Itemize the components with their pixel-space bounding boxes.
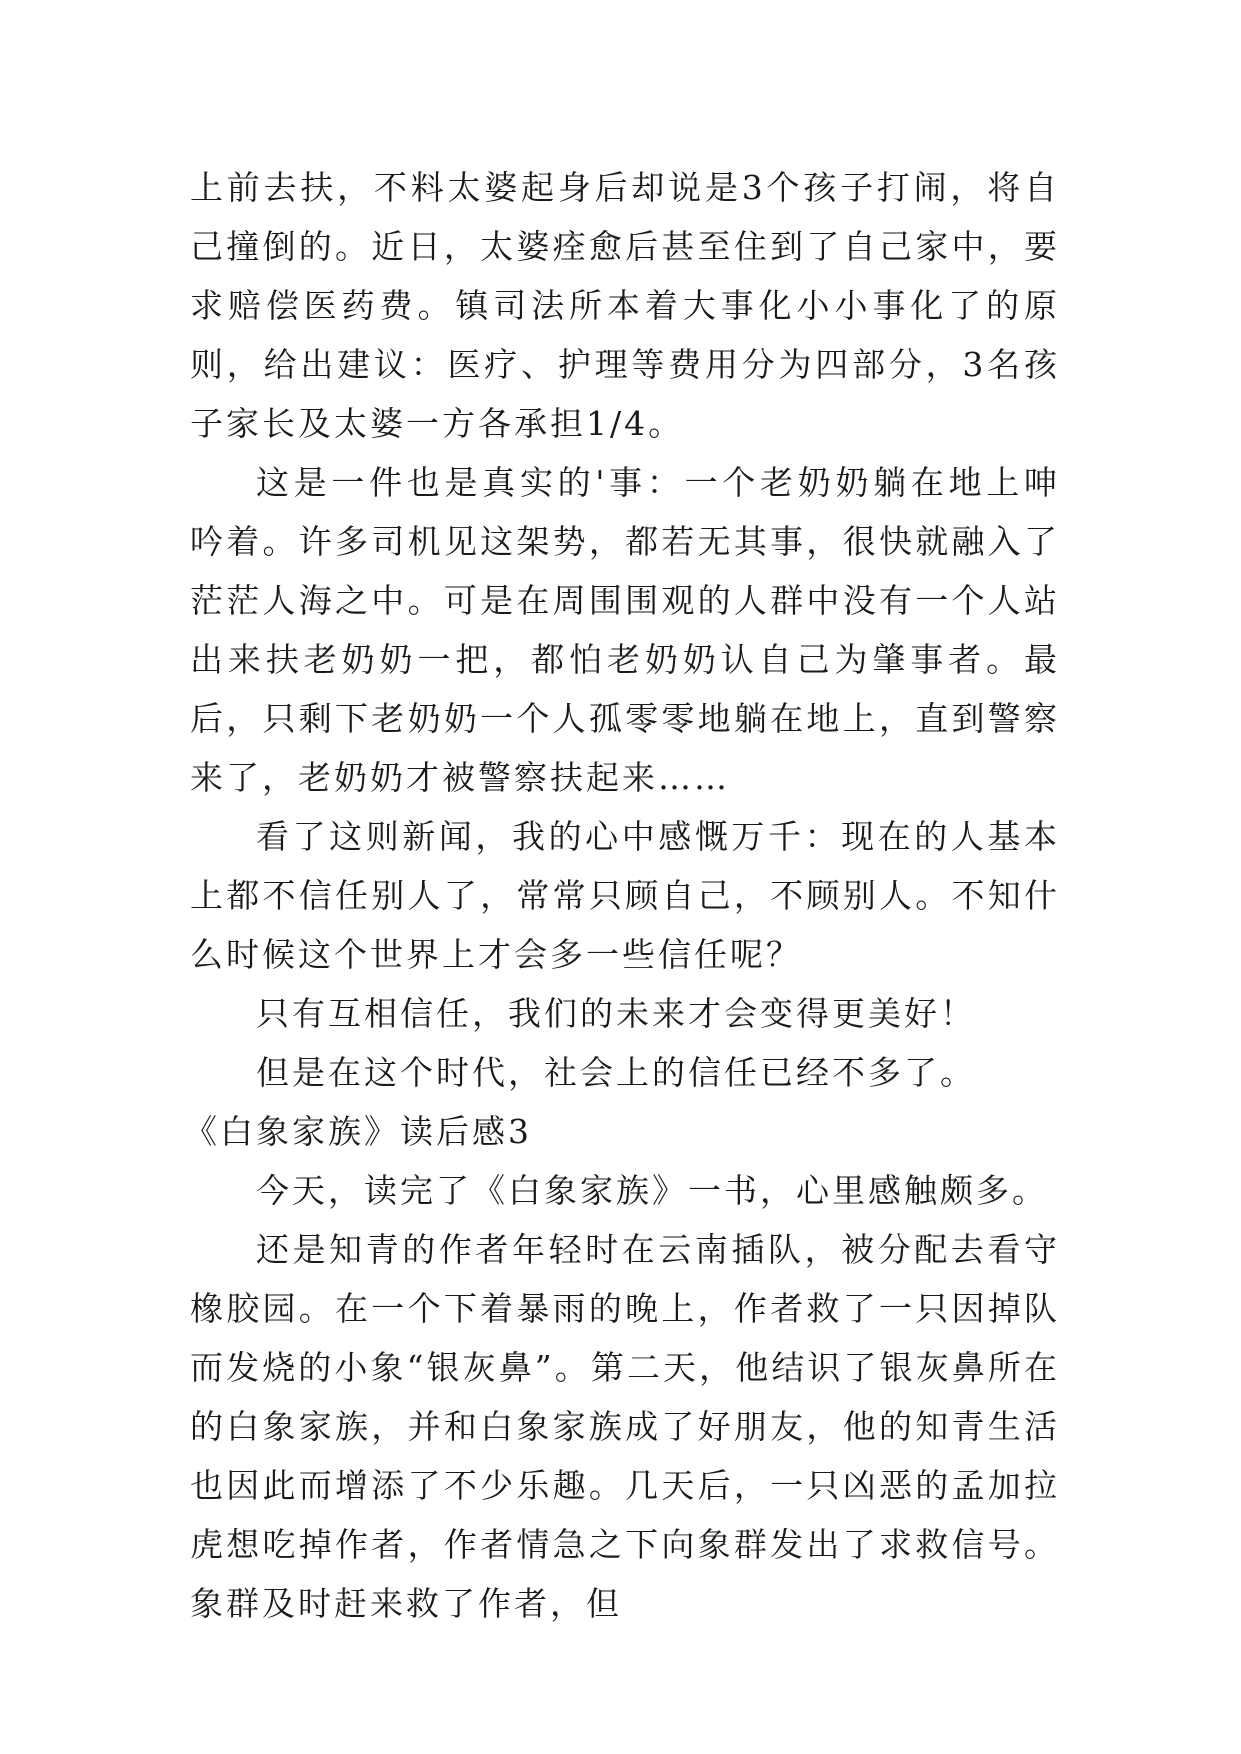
paragraph-3: 看了这则新闻，我的心中感慨万千：现在的人基本上都不信任别人了，常常只顾自己，不顾别人。不知什么时候这个世界上才会多一些信任呢？ — [190, 817, 1060, 974]
paragraph-1: 上前去扶，不料太婆起身后却说是3个孩子打闹，将自己撞倒的。近日，太婆痊愈后甚至住到了自己家中，要求赔偿医药费。镇司法所本着大事化小小事化了的原则，给出建议：医疗、护理等费用分为四部分，3名孩子家长及太婆一方各承担1/4。 — [190, 168, 1060, 443]
paragraph-5: 但是在这个时代，社会上的信任已经不多了。 — [256, 1053, 976, 1092]
section-title: 《白象家族》读后感3 — [184, 1112, 532, 1151]
paragraph-6: 今天，读完了《白象家族》一书，心里感触颇多。 — [256, 1171, 1048, 1210]
paragraph-4: 只有互相信任，我们的未来才会变得更美好！ — [256, 994, 976, 1033]
paragraph-2: 这是一件也是真实的'事：一个老奶奶躺在地上呻吟着。许多司机见这架势，都若无其事，很快就融入了茫茫人海之中。可是在周围围观的人群中没有一个人站出来扶老奶奶一把，都怕老奶奶认自己为肇事者。最后，只剩下老奶奶一个人孤零零地躺在地上，直到警察来了，老奶奶才被警察扶起来…… — [190, 463, 1060, 797]
document-body — [184, 158, 1060, 1633]
paragraph-7: 还是知青的作者年轻时在云南插队，被分配去看守橡胶园。在一个下着暴雨的晚上，作者救了一只因掉队而发烧的小象“银灰鼻”。第二天，他结识了银灰鼻所在的白象家族，并和白象家族成了好朋友，他的知青生活也因此而增添了不少乐趣。几天后，一只凶恶的孟加拉虎想吃掉作者，作者情急之下向象群发出了求救信号。象群及时赶来救了作者，但 — [190, 1230, 1060, 1623]
